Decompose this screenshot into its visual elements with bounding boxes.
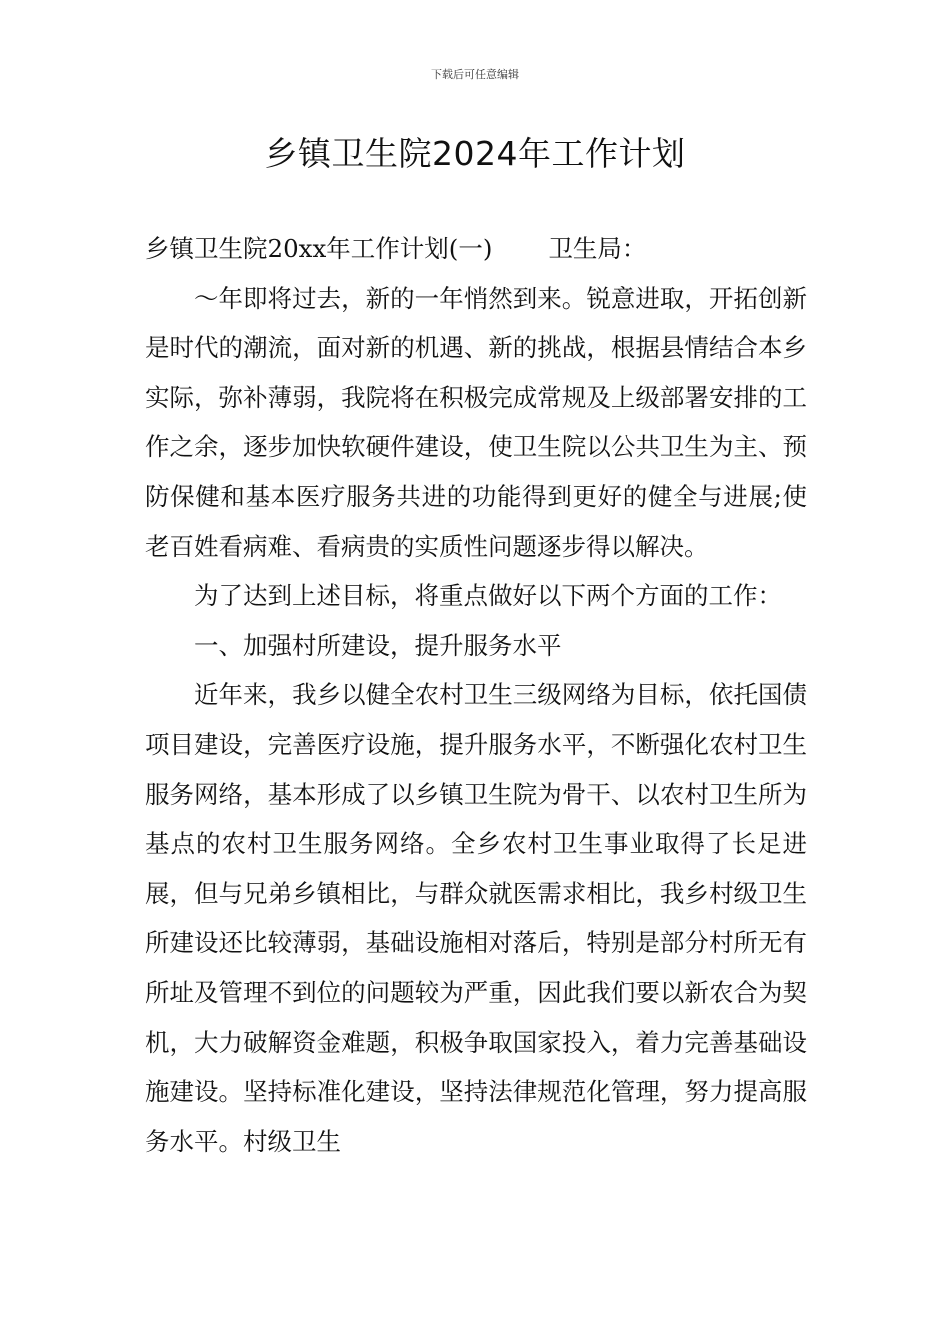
paragraph-3: 近年来，我乡以健全农村卫生三级网络为目标，依托国债项目建设，完善医疗设施，提升服务水平，不断强化农村卫生服务网络，基本形成了以乡镇卫生院为骨干、以农村卫生所为基点的农村卫生服务网络。全乡农村卫生事业取得了长足进展，但与兄弟乡镇相比，与群众就医需求相比，我乡村级卫生所建设还比较薄弱，基础设施相对落后，特别是部分村所无有所址及管理不到位的问题较为严重，因此我们要以新农合为契机，大力破解资金难题，积极争取国家投入，着力完善基础设施建设。坚持标准化建设，坚持法律规范化管理，努力提高服务水平。村级卫生 [145, 680, 807, 1156]
subtitle-right: 卫生局： [548, 234, 647, 263]
paragraph-1: ～年即将过去，新的一年悄然到来。锐意进取，开拓创新是时代的潮流，面对新的机遇、新的挑战，根据县情结合本乡实际，弥补薄弱，我院将在积极完成常规及上级部署安排的工作之余，逐步加快软硬件建设，使卫生院以公共卫生为主、预防保健和基本医疗服务共进的功能得到更好的健全与进展;使老百姓看病难、看病贵的实质性问题逐步得以解决。 [145, 283, 807, 561]
subtitle-left: 乡镇卫生院20xx年工作计划(一) [145, 234, 493, 263]
subtitle-line [145, 224, 807, 274]
header-note: 下载后可任意编辑 [431, 68, 519, 81]
document-body [145, 224, 807, 1166]
section-heading-1: 一、加强村所建设，提升服务水平 [194, 630, 562, 660]
paragraph-2: 为了达到上述目标，将重点做好以下两个方面的工作： [194, 581, 782, 611]
document-title: 乡镇卫生院2024年工作计划 [264, 134, 686, 173]
